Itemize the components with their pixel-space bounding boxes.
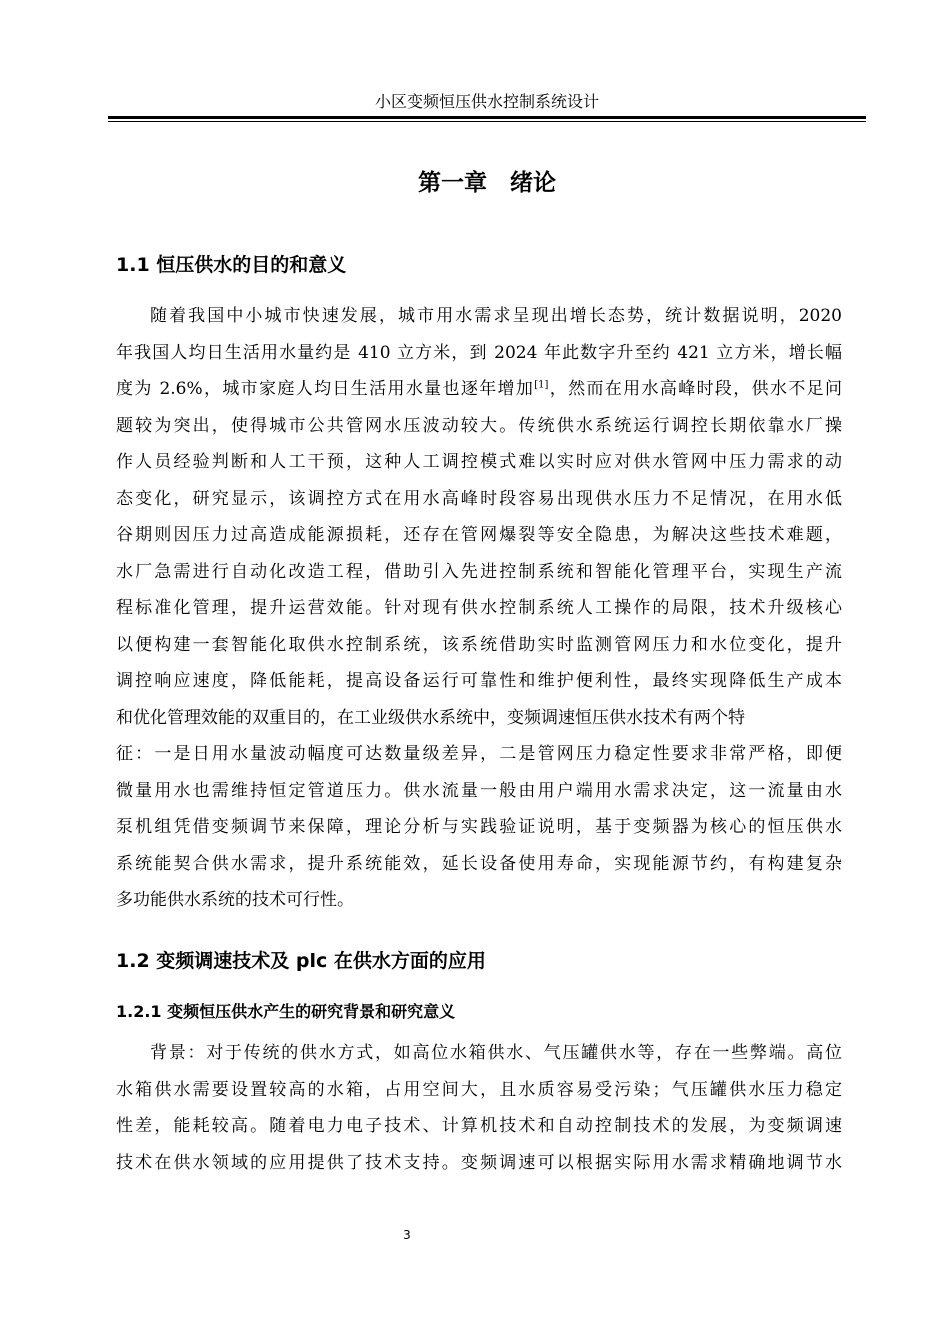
text-line: 调控响应速度，降低能耗，提高设备运行可靠性和维护便利性，最终实现降低生产成本 bbox=[116, 671, 842, 691]
text-span: 度为 2.6%，城市家庭人均日生活用水量也逐年增加 bbox=[116, 379, 535, 399]
running-header: 小区变频恒压供水控制系统设计 bbox=[374, 92, 599, 111]
paragraph-1-2-1 bbox=[116, 1035, 842, 1181]
text-line: 背景：对于传统的供水方式，如高位水箱供水、气压罐供水等，存在一些弊端。高位 bbox=[150, 1043, 842, 1063]
text-line: 随着我国中小城市快速发展，城市用水需求呈现出增长态势，统计数据说明，2020 bbox=[150, 306, 842, 326]
header-rule-thin bbox=[108, 121, 866, 122]
text-line: 年我国人均日生活用水量约是 410 立方米，到 2024 年此数字升至约 421 立方米，增长幅 bbox=[116, 342, 842, 363]
text-line: 多功能供水系统的技术可行性。 bbox=[116, 890, 354, 910]
text-line: 水箱供水需要设置较高的水箱，占用空间大，且水质容易受污染；气压罐供水压力稳定 bbox=[116, 1079, 842, 1100]
text-line: 以便构建一套智能化取供水控制系统，该系统借助实时监测管网压力和水位变化，提升 bbox=[116, 634, 842, 655]
chapter-title: 第一章 绪论 bbox=[418, 170, 556, 196]
text-line: 微量用水也需维持恒定管道压力。供水流量一般由用户端用水需求决定，这一流量由水 bbox=[116, 780, 842, 801]
text-line: 征：一是日用水量波动幅度可达数量级差异，二是管网压力稳定性要求非常严格，即便 bbox=[116, 744, 842, 764]
text-line: 系统能契合供水需求，提升系统能效，延长设备使用寿命，实现能源节约，有构建复杂 bbox=[116, 853, 842, 874]
text-line: 谷期则因压力过高造成能源损耗，还存在管网爆裂等安全隐患，为解决这些技术难题， bbox=[116, 525, 842, 545]
paragraph-1-1 bbox=[116, 298, 842, 919]
text-line: 性差，能耗较高。随着电力电子技术、计算机技术和自动控制技术的发展，为变频调速 bbox=[116, 1116, 842, 1136]
section-heading-1-2: 1.2 变频调速技术及 plc 在供水方面的应用 bbox=[116, 950, 486, 972]
text-line: 程标准化管理，提升运营效能。针对现有供水控制系统人工操作的局限，技术升级核心 bbox=[116, 598, 842, 618]
subsection-heading-1-2-1: 1.2.1 变频恒压供水产生的研究背景和研究意义 bbox=[116, 1002, 456, 1021]
header-rule bbox=[108, 116, 866, 119]
text-line: 态变化，研究显示，该调控方式在用水高峰时段容易出现供水压力不足情况，在用水低 bbox=[116, 488, 842, 509]
text-line: 泵机组凭借变频调节来保障，理论分析与实践验证说明，基于变频器为核心的恒压供水 bbox=[116, 817, 842, 837]
text-line: 技术在供水领域的应用提供了技术支持。变频调速可以根据实际用水需求精确地调节水 bbox=[116, 1152, 842, 1173]
text-line: 水厂急需进行自动化改造工程，借助引入先进控制系统和智能化管理平台，实现生产流 bbox=[116, 561, 842, 582]
citation-ref[interactable]: [1] bbox=[534, 379, 549, 391]
text-line: 题较为突出，使得城市公共管网水压波动较大。传统供水系统运行调控长期依靠水厂操 bbox=[116, 415, 842, 436]
text-line: 和优化管理效能的双重目的，在工业级供水系统中，变频调速恒压供水技术有两个特 bbox=[116, 707, 745, 728]
text-line bbox=[116, 371, 842, 408]
page-number: 3 bbox=[403, 1228, 411, 1242]
text-line: 作人员经验判断和人工干预，这种人工调控模式难以实时应对供水管网中压力需求的动 bbox=[116, 452, 842, 472]
text-span: ，然而在用水高峰时段，供水不足问 bbox=[548, 379, 842, 399]
section-heading-1-1: 1.1 恒压供水的目的和意义 bbox=[116, 254, 347, 276]
